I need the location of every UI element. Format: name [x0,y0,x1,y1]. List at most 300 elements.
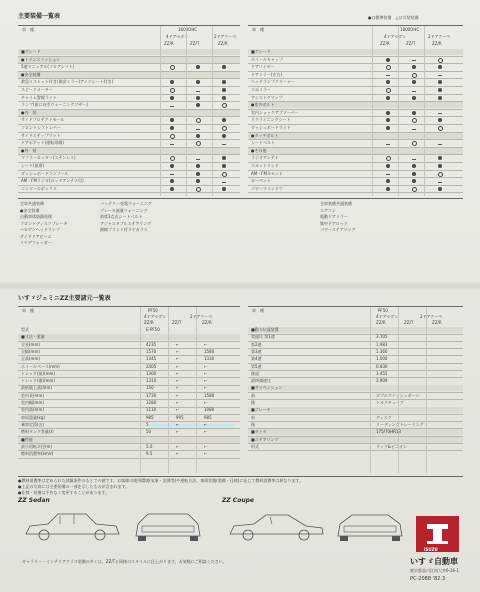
option-mark [412,187,417,192]
option-mark [386,65,391,70]
standard-mark [386,126,390,130]
not-available-mark [438,113,442,114]
model-right: 1800OHC [400,27,420,32]
row-rule [18,458,240,459]
column-divider [398,26,399,196]
standard-mark [438,187,442,191]
row-rule [248,392,463,393]
spec-value: ← [204,385,208,391]
standard-mark [196,164,200,168]
row-rule [248,192,463,193]
spec-model-left: PF50 [148,308,158,313]
row-label: 室内ショックアブソーバー [251,109,299,115]
spec-label: 形式 [251,443,259,449]
standard-mark [170,118,174,122]
spec-value: ダブルウイッシュボーン [376,392,420,398]
spec-value: 3.909 [376,378,388,384]
standard-mark [196,65,200,69]
row-rule [248,443,463,444]
spec-label: ■サスペンション [251,385,283,391]
row-label: ●タッチボルト [251,132,279,138]
row-label: スピードメーター [21,87,53,92]
spec-value: 5 [146,421,149,427]
spec-grade-2: ZZ/T [172,320,182,325]
option-mark [438,172,443,177]
variant-right-coupe: 2ドアクーペ [428,34,451,39]
spec-label: 燃料消費率(km/ℓ) [21,451,54,457]
not-available-mark [170,144,174,145]
spec-value: ← [176,348,180,354]
rule [248,306,463,307]
spec-value: ディスク [376,414,392,420]
row-rule [248,154,463,155]
variant-left-coupe: 2ドアクーペ [214,34,237,39]
section-band [18,72,240,78]
not-available-mark [170,106,174,107]
spec-value: ← [204,421,208,427]
standard-mark [222,88,226,92]
row-label: ダッシュボードコンソール [21,170,69,176]
spec-value: ← [176,443,180,449]
row-rule [248,63,463,64]
option-mark [196,187,201,192]
standard-mark [196,96,200,100]
row-label: コンソールボックス [21,185,57,191]
spec-head-left: 車 種 [22,308,34,313]
not-available-mark [438,144,442,145]
spec-label: 乗車定員(名) [21,421,45,427]
note-line: 熱線プリント付リヤガラス [100,227,148,232]
footnote-1: ●燃料消費率は定められた試験条件のもとでの値です。お客様の使用環境(気象・渋滞等)や運転方法、車両状態(装備・仕様)に応じて燃料消費率は異なります。 [18,478,304,483]
spec-label: 前 [251,392,255,398]
standard-mark [222,164,226,168]
spec-value: 3.105 [376,334,388,340]
spec-value: ← [176,407,180,413]
row-label: ダッシュボードライト [251,125,291,130]
spec-label: 室内幅(mm) [21,400,44,405]
spec-label: ホイールベース(mm) [21,363,60,369]
variant-left-sedan: 4ドアセダン [166,34,189,39]
row-rule [248,139,463,140]
column-divider [160,26,161,196]
spec-label: 前 [251,414,255,420]
spec-value: ← [176,429,180,435]
grade-r1: ZZ/R [380,41,390,46]
option-mark [412,73,417,78]
spec-label: 全長(mm) [21,341,40,347]
spec-value: 995 [176,414,184,420]
spec-label: 第5速 [251,363,262,369]
option-mark [170,88,175,93]
column-divider [196,307,197,473]
spec-value: ← [176,356,180,362]
row-label: ドアポケット(運転席側) [21,140,64,146]
section-band [248,49,463,55]
row-label: ●内 装 [21,109,37,115]
row-label: 救急ミストット付き(保安ミラー(アイリシート付き) [21,79,114,85]
spec-model-right: PF50 [378,308,388,313]
brand-company: いすゞ自動車 [410,557,458,566]
not-available-mark [222,144,226,145]
option-mark [412,118,417,123]
row-label: ■グレード [251,49,271,54]
standard-mark [412,111,416,115]
note-line: ●安全装備 [20,207,40,213]
row-rule [248,414,463,415]
row-rule [18,192,240,193]
row-rule [248,341,463,342]
option-mark [170,134,175,139]
standard-mark [438,156,442,160]
rule [18,306,240,307]
not-available-mark [196,129,200,130]
standard-mark [222,156,226,160]
spec-variant-sedan: 4ドアセダン [144,314,167,319]
standard-mark [386,96,390,100]
coupe-label: ZZ Coupe [222,497,254,504]
footnote-3: ●仕様・装備は予告なく変更することがあります。 [18,490,110,495]
standard-mark [386,179,390,183]
spec-label: 後退 [251,370,259,376]
not-available-mark [386,174,390,175]
option-mark [170,156,175,161]
spec-variant-sedan-r: 4ドアセダン [376,314,399,319]
option-mark [412,141,417,146]
standard-mark [386,111,390,115]
spec-value: 1310 [146,378,157,384]
standard-mark [222,65,226,69]
spec-value: ← [204,341,208,347]
not-available-mark [438,182,442,183]
row-label: ラジオアンテナ [251,155,279,161]
spec-value: ← [204,429,208,435]
note-line: サイドドアビーム [20,233,52,239]
not-available-mark [386,144,390,145]
spec-label: ■タイヤ [251,429,267,435]
row-label: サイドステップマット [21,132,61,138]
not-available-mark [386,75,390,76]
standard-mark [196,172,200,176]
spec-value: ← [204,451,208,457]
brand-address: 東京都品川区南大井6-26-1 [410,568,460,573]
standard-mark [438,96,442,100]
standard-mark [412,172,416,176]
standard-mark [386,80,390,84]
spec-grade-r2: ZZ/T [404,320,414,325]
section-band [18,110,240,116]
spec-label: 後 [251,421,255,427]
row-label: アシストグリップ [251,94,283,100]
row-label: スポイラー [251,87,271,92]
spec-label: 第3速 [251,348,262,354]
note-line: ブレーキ液量ウォーニング [100,207,148,213]
spec-value: トルクチューブ [376,400,404,405]
option-mark [386,156,391,161]
note-line: 前席3点式シートベルト [100,214,143,219]
spec-label: ■寸法・重量 [21,334,45,340]
spec-value: 1345 [146,356,157,362]
spec-label: 型式 [21,327,29,332]
standard-mark [222,187,226,191]
row-label: AM・FMカセット [251,170,283,176]
row-label: ●トランスミッション [21,56,61,62]
spec-label: 室内高(mm) [21,407,44,413]
spec-value: 1570 [146,348,157,354]
spec-value: ← [204,363,208,369]
spec-grade-r1: ZZ/R [376,320,386,325]
spec-value: 1.000 [376,356,388,362]
not-available-mark [412,129,416,130]
disclaimer-text: ギャラリー・インテリアクラス装備の多くは、ZZ/Tと同様のスタイルに仕上がります。お気軽にご相談ください。 [22,559,227,564]
standard-mark [438,80,442,84]
spec-value: 3.455 [376,370,388,376]
grade-l3: ZZ/R [218,41,228,46]
sedan-side-drawing [22,508,122,544]
not-available-mark [412,60,416,61]
note-line: 全車共通装備 [20,201,44,206]
row-label: フロントシフトレバー [21,125,61,130]
column-divider [168,307,169,473]
standard-mark [412,96,416,100]
row-label: サイドプロテクトモール [21,117,65,123]
row-label: ドアバイザー [251,64,275,70]
row-label: AM・FMラジオ(ロッドアンテナ付) [21,178,84,184]
rule [18,198,463,199]
note-line: アジャスタブルステアリング [100,220,152,226]
spec-label: 最終減速比 [251,378,271,384]
section-band [18,148,240,154]
row-rule [248,177,463,178]
rule [18,476,463,477]
option-mark [438,58,443,63]
spec-value: ラック&ピニオン [376,443,408,449]
row-label: ●その他 [251,147,267,153]
standard-mark [386,164,390,168]
standard-mark [386,118,390,122]
catalog-code: PC-2088 '82.3 [410,576,446,582]
standard-mark [170,80,174,84]
standard-mark [412,65,416,69]
standard-mark [438,65,442,69]
grade-r2: ZZ/T [406,41,416,46]
spec-label: 第2速 [251,341,262,347]
spec-variant-coupe: 2ドアクーペ [190,314,213,319]
spec-value: 1330 [204,356,215,362]
spec-label: 後 [251,400,255,405]
row-rule [248,348,463,349]
spec-label: 車両重量(kg) [21,414,45,420]
row-rule [248,399,463,400]
row-label: 5速マニュアル(フロアシフト) [21,64,75,70]
isuzu-emblem-icon [424,522,451,546]
row-label: マフラーカッター(ステンレス) [21,155,76,161]
spec-value: ← [176,392,180,398]
spec-label: 最小回転半径(m) [21,443,53,449]
spec-label: 全幅(mm) [21,348,40,354]
spec-value: 1110 [146,407,157,413]
standard-mark [222,118,226,122]
spec-value: リーディングトレーリング [376,421,424,427]
spec-value: 1730 [146,392,157,398]
spec-label: ■ブレーキ [251,407,271,413]
spec-value: 50 [146,429,152,435]
spec-value: 9.5 [146,451,153,457]
equipment-table-title: 主要装備一覧表 [18,13,61,20]
row-label: チャイム警報ライト [21,94,57,100]
row-label: ■グレード [21,49,41,54]
column-divider [426,307,427,473]
option-mark [222,172,227,177]
spec-grade-3: ZZ/R [202,320,212,325]
spec-value: ← [176,363,180,369]
column-divider [424,26,425,196]
spec-value: 1280 [146,400,157,405]
spec-value: ← [176,378,180,384]
spec-head-right: 車 種 [252,308,264,313]
note-line: 集中ドアロック [320,220,348,226]
spec-value: 1.983 [376,341,388,347]
section-band [18,437,240,443]
not-available-mark [222,182,226,183]
spec-value: ← [176,421,180,427]
note-line: リヤデフォッガー [20,240,52,245]
spec-value: ← [176,400,180,405]
spec-label: 燃料タンク容量(ℓ) [21,429,54,435]
standard-mark [170,126,174,130]
option-mark [222,126,227,131]
standard-mark [438,164,442,168]
spec-label: ■ステアリング [251,436,279,442]
not-available-mark [412,91,416,92]
spec-table-title: いすゞジェミニZZ主要諸元一覧表 [18,295,111,302]
standard-mark [386,58,390,62]
not-available-mark [170,174,174,175]
spec-value: 4235 [146,341,157,347]
row-rule [248,363,463,364]
spec-label: 変速比 第1速 [251,334,275,340]
standard-mark [222,96,226,100]
section-band [248,148,463,154]
section-band [248,429,463,435]
standard-mark [386,187,390,191]
note-line: バッテリー充電ウォーニング [100,201,152,206]
row-label: シート(前席) [21,163,45,168]
grade-l1: ZZ/R [164,41,174,46]
column-divider [370,307,371,473]
brand-name: ISUZU [424,547,438,552]
coupe-side-drawing [226,508,326,544]
row-rule [248,162,463,163]
spec-label: トレッド(前)(mm) [21,370,55,376]
standard-mark [170,187,174,191]
model-left: 1600OHC [178,27,198,32]
standard-mark [222,134,226,138]
spec-value: 1580 [204,348,215,354]
spec-value: 2405 [146,363,157,369]
standard-mark [196,134,200,138]
spec-value: ← [176,451,180,457]
spec-value: ← [204,443,208,449]
note-line: エアコン [320,207,336,213]
page-fold [0,282,480,290]
spec-value: 1.360 [376,348,388,354]
spec-value: ← [176,385,180,391]
spec-value: 1080 [204,407,215,413]
spec-value: ← [204,378,208,384]
spec-value: 5.0 [146,443,153,449]
row-label: シートベルト [251,140,275,146]
note-line: パワーステアリング [320,227,356,232]
standard-mark [170,96,174,100]
not-available-mark [196,91,200,92]
spec-value: ← [204,400,208,405]
row-rule [248,377,463,378]
spec-label: 全高(mm) [21,356,40,362]
coupe-rear-drawing [330,508,410,544]
note-line: 電動ドアミラー [320,214,348,219]
col-head-right: 車 種 [252,27,264,32]
row-rule [248,86,463,87]
note-line: 全車装備共通装備 [320,201,352,206]
note-line: 自動車体防錆処理 [20,214,52,219]
spec-value: 0.830 [376,363,388,369]
spec-value: 1300 [146,370,157,376]
spec-label: ■性能 [21,436,33,442]
spec-value: ← [176,341,180,347]
not-available-mark [438,75,442,76]
spec-value: 150 [146,385,154,391]
standard-mark [170,179,174,183]
not-available-mark [412,159,416,160]
spec-grade-1: ZZ/R [144,320,154,325]
column-divider [372,26,373,196]
footnote-2: ●上記の写真には主要装備の一部を示したものが含まれます。 [18,484,130,489]
row-rule [248,334,463,335]
section-band [18,49,240,55]
option-mark [170,65,175,70]
sedan-front-drawing [128,508,208,544]
column-divider [140,307,141,473]
option-mark [386,88,391,93]
row-label: ドアミラー(左右) [251,71,283,77]
row-rule [248,421,463,422]
row-label: ランプ(前に向きウォーニングブザー) [21,102,88,108]
spec-label: トレッド(後)(mm) [21,378,55,384]
row-rule [18,162,240,163]
option-mark [222,103,227,108]
standard-mark [438,88,442,92]
option-mark [438,126,443,131]
row-label: ●安全装備 [21,71,41,77]
option-mark [196,118,201,123]
section-band [18,334,240,340]
row-label: スカットリッド [251,163,279,168]
standard-mark [412,179,416,183]
spec-label: 第4速 [251,356,262,362]
standard-mark [170,164,174,168]
option-mark [196,141,201,146]
variant-right-sedan: 4ドアセダン [384,34,407,39]
standard-mark [196,80,200,84]
not-available-mark [196,159,200,160]
col-head-left: 車 種 [22,27,34,32]
spec-label: 室内長(mm) [21,392,44,398]
column-divider [186,26,187,196]
standard-mark [412,164,416,168]
row-rule [248,450,463,451]
section-band [248,327,463,333]
grade-l2: ZZ/T [190,41,200,46]
